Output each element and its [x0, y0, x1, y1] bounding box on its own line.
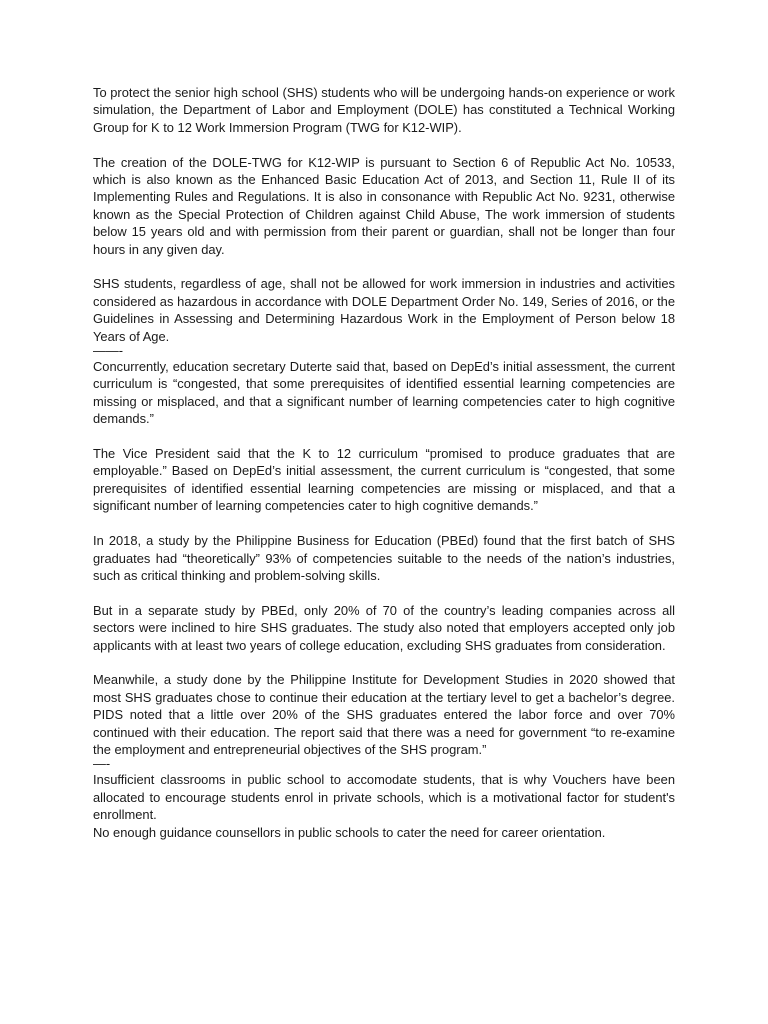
paragraph-vice-president: The Vice President said that the K to 12 curriculum “promised to produce graduates that are employable.” Based on DepEd’s initial assessment, the current curriculum is “congested, that some prerequisites of identified essential learning competencies are missing or misplaced, and that a significant number of learning competencies cater to high cognitive demands.”	[93, 446, 675, 514]
paragraph-pbed-2018: In 2018, a study by the Philippine Business for Education (PBEd) found that the first batch of SHS graduates had “theoretically” 93% of competencies suitable to the needs of the nation’s industries, such as critical thinking and problem-solving skills.	[93, 533, 675, 583]
paragraph-pbed-companies: But in a separate study by PBEd, only 20% of 70 of the country’s leading companies across all sectors were inclined to hire SHS graduates. The study also noted that employers accepted only job applicants with at least two years of college education, excluding SHS graduates from consideration.	[93, 602, 675, 653]
paragraph-curriculum-congested: Concurrently, education secretary Duterte said that, based on DepEd’s initial assessment, the current curriculum is “congested, that some prerequisites of identified essential learning competencies are missing or misplaced, and that a significant number of learning competencies cater to high cognitive demands.”	[93, 359, 675, 427]
paragraph-guidance-counsellors: No enough guidance counsellors in public schools to cater the need for career orientation.	[93, 824, 606, 840]
document-page	[93, 84, 675, 841]
separator-line-2: —-	[93, 756, 111, 772]
paragraph-republic-act: The creation of the DOLE-TWG for K12-WIP is pursuant to Section 6 of Republic Act No. 10533, which is also known as the Enhanced Basic Education Act of 2013, and Section 11, Rule II of its Implementing Rules and Regulations. It is also in consonance with Republic Act No. 9231, otherwise known as the Special Protection of Children against Child Abuse, The work immersion of students below 15 years old and with permission from their parent or guardian, shall not be longer than four hours in any given day.	[93, 154, 675, 257]
paragraph-pids-2020: Meanwhile, a study done by the Philippine Institute for Development Studies in 2020 showed that most SHS graduates chose to continue their education at the tertiary level to get a bachelor’s degree. PIDS noted that a little over 20% of the SHS graduates entered the labor force and over 70% continued with their education. The report said that there was a need for government “to re-examine the employment and entrepreneurial objectives of the SHS program.”	[93, 672, 675, 757]
paragraph-hazardous-work: SHS students, regardless of age, shall not be allowed for work immersion in industries and activities considered as hazardous in accordance with DOLE Department Order No. 149, Series of 2016, or the Guidelines in Assessing and Determining Hazardous Work in the Employment of Person below 18 Years of Age.	[93, 276, 675, 344]
paragraph-dole-twg: To protect the senior high school (SHS) students who will be undergoing hands-on experience or work simulation, the Department of Labor and Employment (DOLE) has constituted a Technical Working Group for K to 12 Work Immersion Program (TWG for K12-WIP).	[93, 85, 675, 135]
paragraph-classrooms-vouchers: Insufficient classrooms in public school to accomodate students, that is why Vouchers have been allocated to encourage students enrol in private schools, which is a motivational factor for student's enrollment.	[93, 772, 675, 823]
separator-line-1: ——-	[93, 343, 124, 359]
